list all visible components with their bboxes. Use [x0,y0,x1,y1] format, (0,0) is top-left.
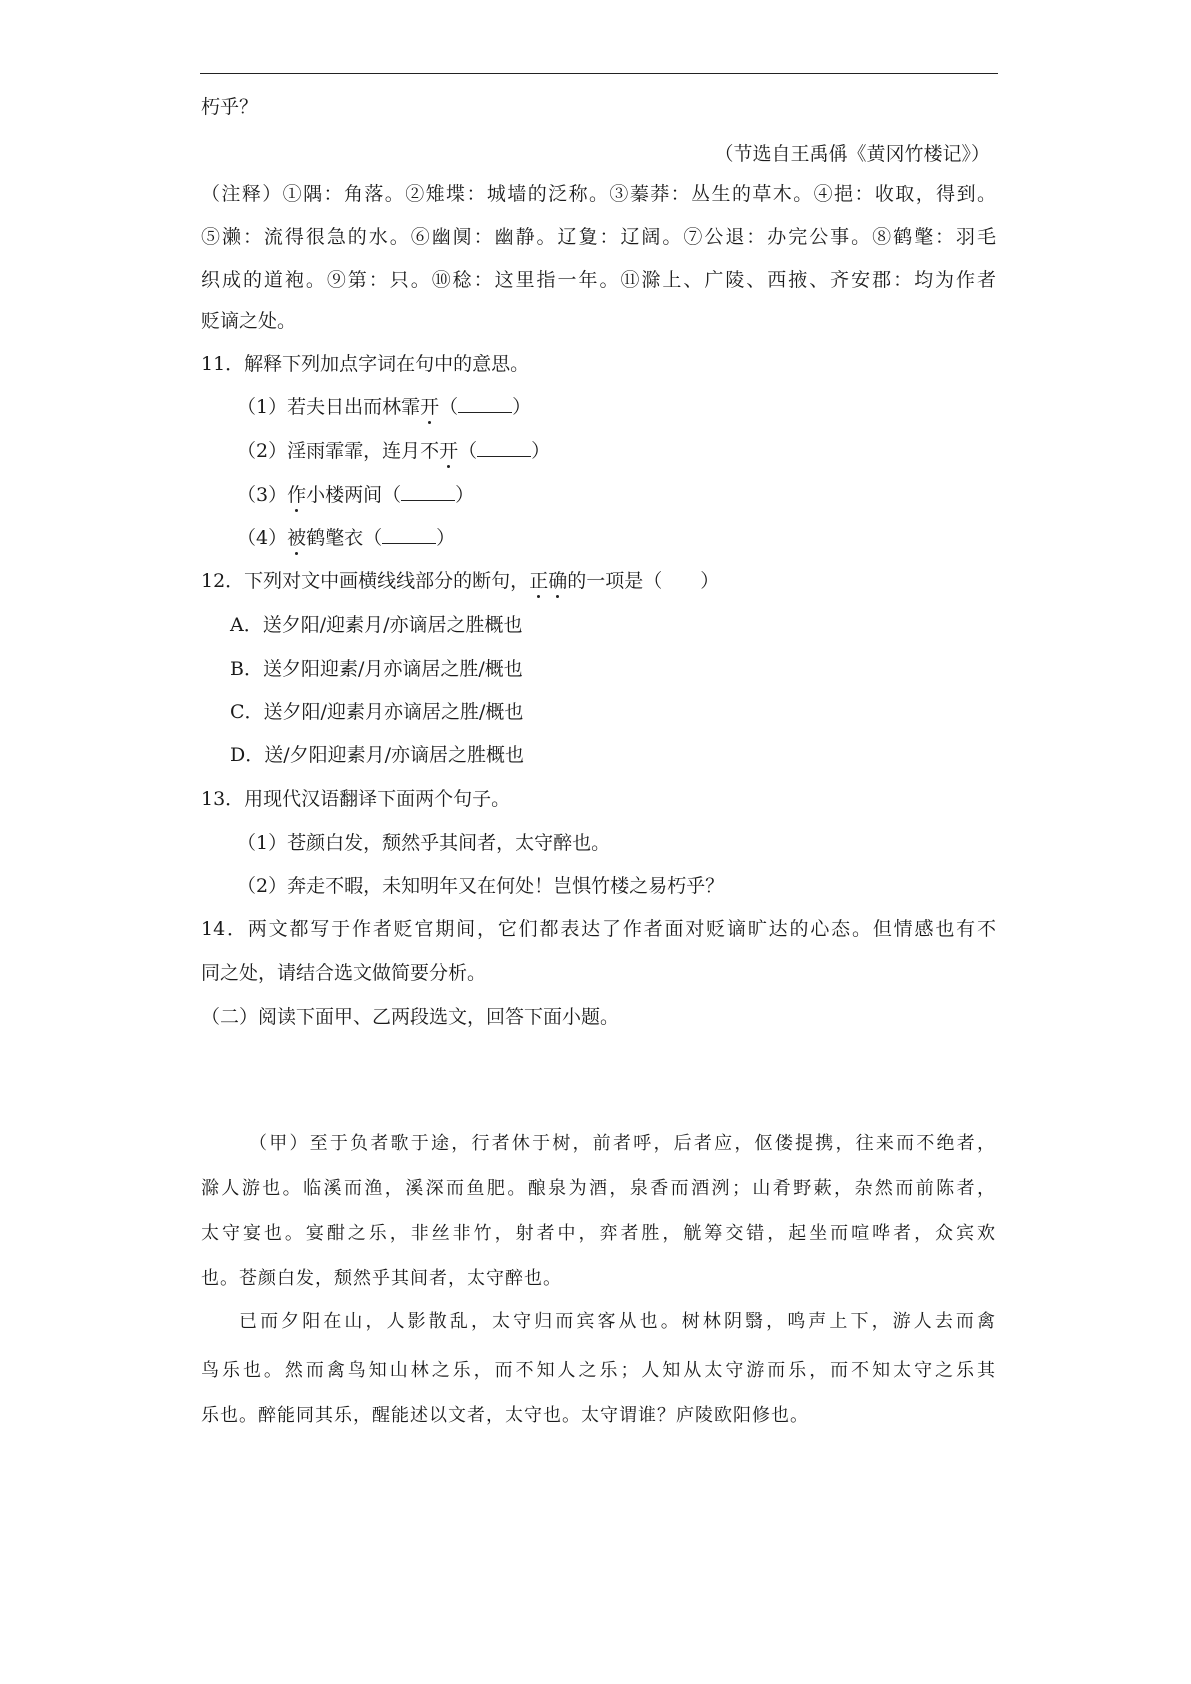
notes-line: 贬谪之处。 [201,310,297,332]
passage-yi-line: 鸟乐也。然而禽鸟知山林之乐，而不知人之乐；人知从太守游而乐，而不知太守之乐其 [201,1360,996,1381]
notes-line: ⑤濑：流得很急的水。⑥幽阒：幽静。辽夐：辽阔。⑦公退：办完公事。⑧鹤氅：羽毛 [201,226,996,248]
question-12-stem [201,570,996,592]
question-11-item-4 [201,527,996,549]
passage-jia-line: 也。苍颜白发，颓然乎其间者，太守醉也。 [201,1268,562,1289]
question-11-item-1 [201,396,996,418]
item-text: （ [439,396,459,418]
emphasis-char: 确 [548,570,568,592]
question-14-line: 14．两文都写于作者贬官期间，它们都表达了作者面对贬谪旷达的心态。但情感也有不 [201,918,996,940]
question-11-stem: 11．解释下列加点字词在句中的意思。 [201,353,530,375]
emphasis-char: 开 [420,396,440,418]
question-14-line: 同之处，请结合选文做简要分析。 [201,962,487,984]
section-2-heading: （二）阅读下面甲、乙两段选文，回答下面小题。 [201,1006,620,1028]
emphasis-char: 正 [529,570,549,592]
item-text: ） [455,484,475,506]
option-a[interactable]: A．送夕阳/迎素月/亦谪居之胜概也 [230,614,523,636]
passage-yi-line: 已而夕阳在山，人影散乱，太守归而宾客从也。树林阴翳，鸣声上下，游人去而禽 [239,1311,996,1332]
passage-jia-line: （甲）至于负者歌于途，行者休于树，前者呼，后者应，伛偻提携，往来而不绝者， [249,1133,996,1154]
passage-jia-line: 滁人游也。临溪而渔，溪深而鱼肥。酿泉为酒，泉香而酒洌；山肴野蔌，杂然而前陈者， [201,1178,996,1199]
item-text: （1）若夫日出而林霏 [237,396,421,418]
item-text: ） [512,396,532,418]
item-text: （2）淫雨霏霏，连月不 [237,440,440,462]
answer-blank[interactable] [401,484,455,501]
question-13-sentence-2: （2）奔走不暇，未知明年又在何处！岂惧竹楼之易朽乎？ [237,875,725,897]
answer-blank[interactable] [458,396,512,413]
notes-line: （注释）①隅：角落。②雉堞：城墙的泛称。③蓁莽：丛生的草木。④挹：收取，得到。 [201,183,996,205]
answer-blank[interactable] [477,440,531,457]
option-d[interactable]: D．送/夕阳迎素月/亦谪居之胜概也 [230,744,525,766]
stem-text: 的一项是（ ） [567,570,720,592]
passage-jia-line: 太守宴也。宴酣之乐，非丝非竹，射者中，弈者胜，觥筹交错，起坐而喧哗者，众宾欢 [201,1223,996,1244]
item-text: （3） [237,484,288,506]
question-13-sentence-1: （1）苍颜白发，颓然乎其间者，太守醉也。 [237,832,611,854]
option-c[interactable]: C．送夕阳/迎素月亦谪居之胜/概也 [230,701,524,723]
item-text: ） [531,440,551,462]
emphasis-char: 被 [287,527,307,549]
item-text: 小楼两间（ [306,484,402,506]
question-11-item-2 [201,440,996,462]
option-b[interactable]: B．送夕阳迎素/月亦谪居之胜/概也 [230,658,523,680]
header-rule [200,73,998,74]
item-text: ） [436,527,456,549]
passage-yi-line: 乐也。醉能同其乐，醒能述以文者，太守也。太守谓谁？庐陵欧阳修也。 [201,1405,809,1426]
item-text: （ [458,440,478,462]
emphasis-char: 开 [439,440,459,462]
item-text: （4） [237,527,288,549]
item-text: 鹤氅衣（ [306,527,383,549]
text-line: 朽乎？ [201,96,259,118]
answer-blank[interactable] [382,527,436,544]
question-13-stem: 13．用现代汉语翻译下面两个句子。 [201,788,511,810]
source-citation: （节选自王禹偁《黄冈竹楼记》） [714,143,990,165]
notes-line: 织成的道袍。⑨第：只。⑩稔：这里指一年。⑪滁上、广陵、西掖、齐安郡：均为作者 [201,269,996,291]
page-content [201,96,996,1427]
stem-text: 12．下列对文中画横线线部分的断句， [201,570,530,592]
question-11-item-3 [201,484,996,506]
emphasis-char: 作 [287,484,307,506]
